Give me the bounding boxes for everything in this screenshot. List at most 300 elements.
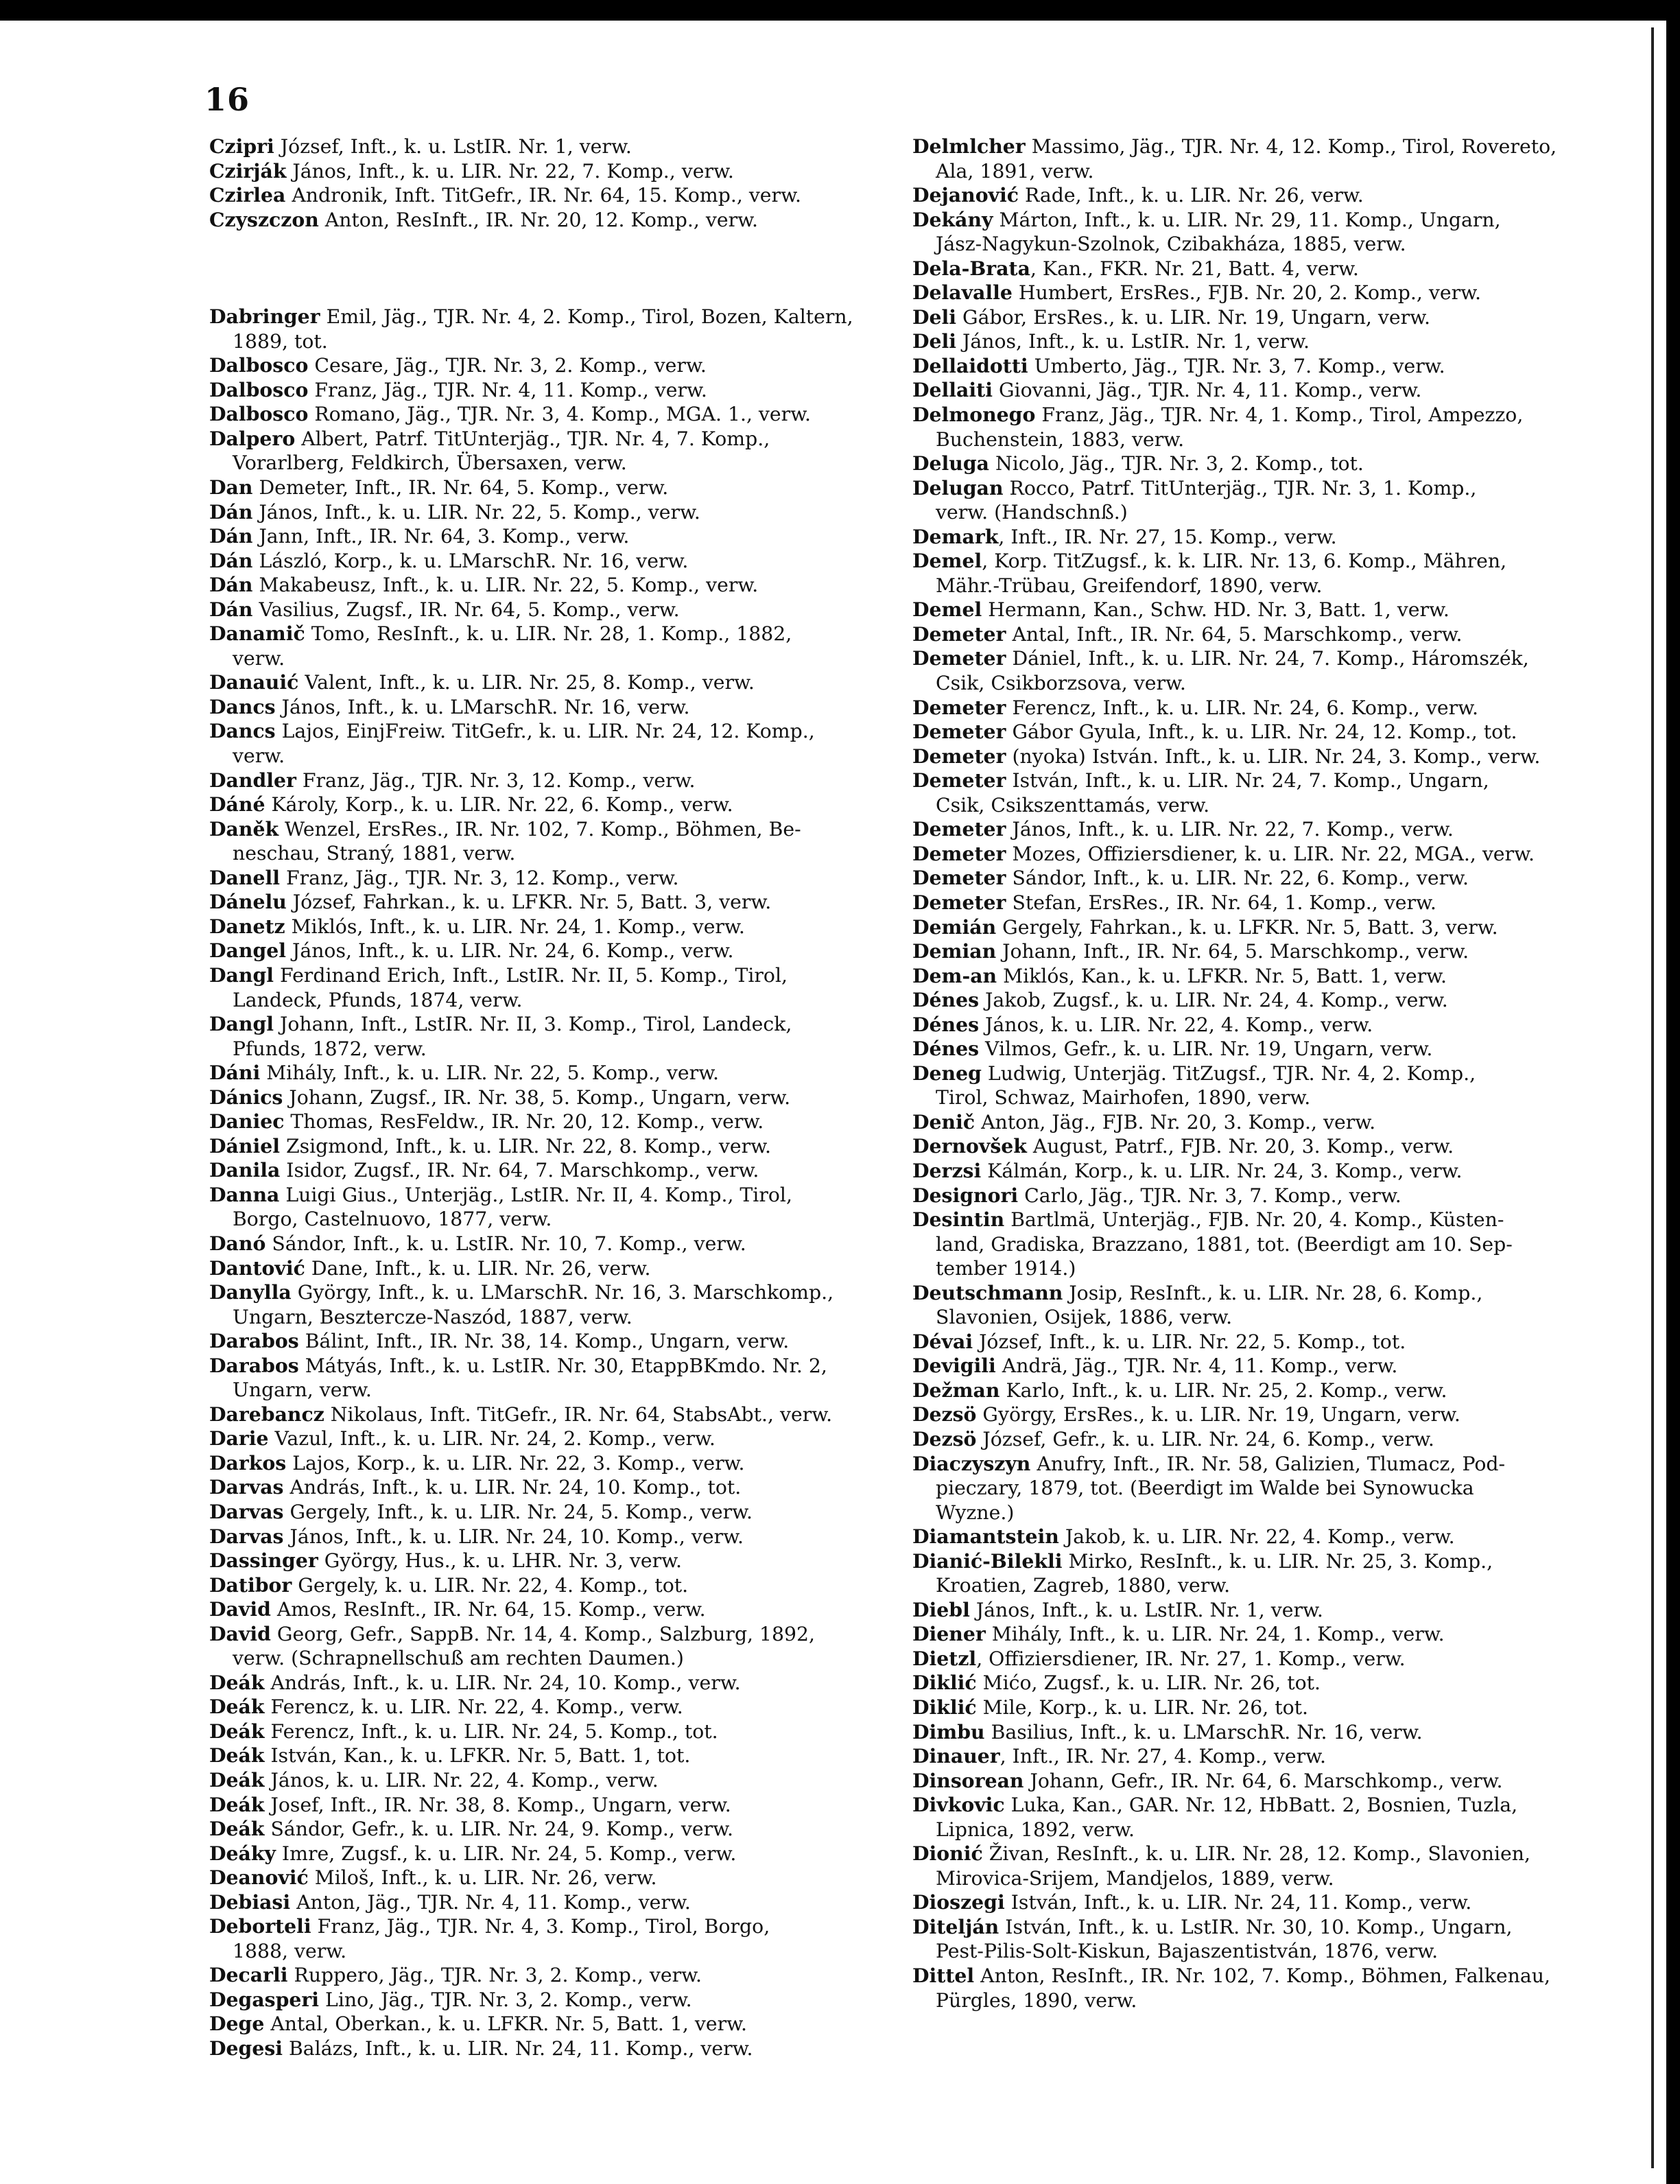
list-entry	[912, 451, 1598, 476]
list-entry	[912, 1744, 1598, 1769]
list-entry	[209, 1256, 888, 1281]
entry-text: verw.	[233, 646, 285, 670]
entry-line	[912, 1842, 1598, 1866]
entry-text: Humbert, ErsRes., FJB. Nr. 20, 2. Komp., verw.	[1012, 281, 1482, 305]
entry-line	[912, 1866, 1598, 1891]
entry-surname: Demel	[912, 549, 982, 573]
entry-line	[209, 915, 888, 939]
entry-surname: Denič	[912, 1109, 975, 1134]
entry-line	[209, 1549, 888, 1573]
list-entry	[912, 1134, 1598, 1159]
list-entry	[912, 1525, 1598, 1549]
entry-text: Kálmán, Korp., k. u. LIR. Nr. 24, 3. Komp., verw.	[981, 1159, 1463, 1182]
entry-surname: Dévai	[912, 1329, 973, 1353]
entry-surname: Demeter	[912, 890, 1006, 914]
entry-surname: Dietzl	[912, 1646, 977, 1670]
page-number: 16	[204, 81, 250, 118]
entry-line	[912, 1013, 1598, 1037]
entry-text: György, Hus., k. u. LHR. Nr. 3, verw.	[318, 1549, 683, 1573]
entry-line	[209, 475, 888, 500]
entry-line	[209, 1475, 888, 1500]
entry-line	[912, 1110, 1598, 1135]
entry-text: Stefan, ErsRes., IR. Nr. 64, 1. Komp., verw.	[1006, 891, 1436, 914]
entry-text: Anton, ResInft., IR. Nr. 102, 7. Komp., Böhmen, Falkenau,	[974, 1964, 1550, 1988]
entry-line	[209, 1866, 888, 1890]
entry-surname: Dinauer	[912, 1744, 1000, 1768]
entry-line	[912, 427, 1598, 452]
entry-line	[209, 549, 888, 574]
entry-line	[209, 451, 888, 475]
entry-surname: Deák	[209, 1670, 265, 1694]
entry-text: Luka, Kan., GAR. Nr. 12, HbBatt. 2, Bosnien, Tuzla,	[1004, 1794, 1518, 1817]
list-entry	[209, 866, 888, 891]
entry-line	[912, 720, 1598, 744]
entry-line	[912, 1744, 1598, 1769]
entry-line	[912, 1964, 1598, 1988]
entry-line	[209, 719, 888, 744]
list-entry	[209, 427, 888, 475]
entry-line	[912, 768, 1598, 793]
entry-line	[209, 1768, 888, 1793]
list-entry	[912, 744, 1598, 769]
entry-text: Zsigmond, Inft., k. u. LIR. Nr. 22, 8. Komp., verw.	[279, 1134, 771, 1158]
list-entry	[912, 1281, 1598, 1330]
entry-text: István, Inft., k. u. LIR. Nr. 24, 7. Komp., Ungarn,	[1006, 769, 1489, 792]
list-entry	[209, 1988, 888, 2012]
entry-surname: Deák	[209, 1719, 265, 1743]
entry-line	[209, 1305, 888, 1330]
list-entry	[912, 476, 1598, 525]
entry-text: János, k. u. LIR. Nr. 22, 4. Komp., verw.	[979, 1013, 1373, 1036]
entry-text: Gergely, Fahrkan., k. u. LFKR. Nr. 5, Batt. 3, verw.	[996, 915, 1498, 939]
entry-line	[912, 696, 1598, 720]
entry-text: Živan, ResInft., k. u. LIR. Nr. 28, 12. Komp., Slavonien,	[982, 1842, 1530, 1866]
entry-line	[209, 1426, 888, 1451]
list-entry	[912, 1208, 1598, 1281]
entry-text: Lajos, EinjFreiw. TitGefr., k. u. LIR. Nr. 24, 12. Komp.,	[275, 720, 815, 743]
entry-text: , Inft., IR. Nr. 27, 15. Komp., verw.	[998, 525, 1337, 548]
list-entry	[912, 1354, 1598, 1378]
entry-surname: Ditelján	[912, 1914, 999, 1938]
entry-text: Mićo, Zugsf., k. u. LIR. Nr. 26, tot.	[976, 1671, 1321, 1695]
entry-line	[209, 963, 888, 988]
entry-surname: Darabos	[209, 1329, 299, 1353]
entry-text: Cesare, Jäg., TJR. Nr. 3, 2. Komp., verw.	[308, 354, 707, 377]
entry-line	[912, 842, 1598, 867]
entry-text: 1889, tot.	[233, 329, 328, 353]
entry-line	[912, 1085, 1598, 1110]
entry-line	[209, 1817, 888, 1842]
entry-line	[209, 2012, 888, 2036]
entry-line	[209, 1085, 888, 1110]
entry-line	[209, 890, 888, 915]
entry-surname: Demeter	[912, 646, 1006, 670]
entry-line	[209, 841, 888, 866]
entry-text: Carlo, Jäg., TJR. Nr. 3, 7. Komp., verw.	[1018, 1184, 1401, 1207]
entry-text: Isidor, Zugsf., IR. Nr. 64, 7. Marschkomp., verw.	[280, 1159, 759, 1182]
entry-text: Johann, Gefr., IR. Nr. 64, 6. Marschkomp., verw.	[1024, 1769, 1503, 1792]
entry-surname: Czipri	[209, 134, 274, 158]
list-entry	[209, 1525, 888, 1549]
entry-line	[209, 353, 888, 378]
entry-text: János, Inft., k. u. LMarschR. Nr. 16, verw.	[275, 695, 690, 718]
entry-surname: Designori	[912, 1183, 1019, 1207]
entry-surname: Dán	[209, 573, 253, 597]
list-entry	[209, 183, 888, 208]
entry-surname: Deák	[209, 1695, 265, 1719]
entry-line	[209, 1622, 888, 1647]
entry-text: Jakob, Zugsf., k. u. LIR. Nr. 24, 4. Komp., verw.	[979, 989, 1448, 1012]
entry-line	[912, 866, 1598, 891]
entry-surname: Dangl	[209, 963, 274, 987]
entry-line	[209, 1890, 888, 1915]
entry-line	[209, 2036, 888, 2061]
list-entry	[209, 208, 888, 233]
list-entry	[209, 1671, 888, 1695]
entry-text: Bálint, Inft., IR. Nr. 38, 14. Komp., Ungarn, verw.	[298, 1330, 790, 1353]
list-entry	[209, 695, 888, 720]
entry-text: Wenzel, ErsRes., IR. Nr. 102, 7. Komp., Böhmen, Be-	[279, 817, 801, 841]
entry-text: Luigi Gius., Unterjäg., LstIR. Nr. II, 4. Komp., Tirol,	[279, 1183, 792, 1206]
entry-surname: Dellaiti	[912, 378, 993, 402]
entry-line	[209, 695, 888, 720]
list-entry	[912, 1184, 1598, 1208]
entry-text: Amos, ResInft., IR. Nr. 64, 15. Komp., verw.	[270, 1598, 706, 1621]
entry-surname: Dancs	[209, 694, 276, 718]
list-entry	[912, 768, 1598, 817]
list-entry	[209, 1695, 888, 1719]
entry-line	[209, 573, 888, 598]
list-entry	[209, 134, 888, 159]
entry-surname: Dánelu	[209, 890, 287, 914]
entry-text: Ungarn, Besztercze-Naszód, 1887, verw.	[233, 1305, 632, 1328]
list-entry	[912, 1842, 1598, 1890]
entry-text: Pest-Pilis-Solt-Kiskun, Bajaszentistván, 1876, verw.	[936, 1940, 1439, 1963]
entry-line	[912, 1939, 1598, 1964]
entry-surname: Danamič	[209, 622, 305, 646]
list-entry	[912, 622, 1598, 647]
entry-line	[209, 1743, 888, 1768]
entry-line	[209, 1597, 888, 1622]
entry-text: Franz, Jäg., TJR. Nr. 3, 12. Komp., verw.	[296, 768, 696, 792]
list-entry	[209, 1061, 888, 1085]
entry-surname: Dantović	[209, 1256, 305, 1280]
entry-text: András, Inft., k. u. LIR. Nr. 24, 10. Komp., verw.	[264, 1671, 741, 1694]
list-entry	[912, 1720, 1598, 1745]
list-entry	[912, 378, 1598, 403]
entry-line	[209, 1134, 888, 1159]
entry-surname: Darvas	[209, 1475, 284, 1499]
entry-text: Pürgles, 1890, verw.	[936, 1988, 1137, 2012]
entry-text: József, Gefr., k. u. LIR. Nr. 24, 6. Komp., verw.	[976, 1427, 1434, 1451]
entry-text: Antal, Oberkan., k. u. LFKR. Nr. 5, Batt. 1, verw.	[264, 2012, 747, 2036]
entry-text: Miklós, Kan., k. u. LFKR. Nr. 5, Batt. 1, verw.	[997, 964, 1447, 987]
entry-text: Vorarlberg, Feldkirch, Übersaxen, verw.	[233, 451, 627, 475]
entry-surname: Deák	[209, 1792, 265, 1816]
list-entry	[209, 939, 888, 963]
entry-line	[912, 1402, 1598, 1427]
list-entry	[209, 500, 888, 525]
entry-text: Karlo, Inft., k. u. LIR. Nr. 25, 2. Komp., verw.	[999, 1378, 1447, 1402]
entry-surname: Deluga	[912, 451, 989, 475]
list-entry	[912, 281, 1598, 305]
entry-text: István, Inft., k. u. LIR. Nr. 24, 11. Komp., verw.	[1004, 1891, 1472, 1914]
entry-text: János, Inft., k. u. LIR. Nr. 24, 10. Komp., verw.	[283, 1525, 744, 1548]
entry-text: Landeck, Pfunds, 1874, verw.	[233, 988, 523, 1011]
entry-surname: Derzsi	[912, 1158, 982, 1182]
entry-text: verw.	[233, 744, 285, 768]
entry-text: Borgo, Castelnuovo, 1877, verw.	[233, 1208, 552, 1231]
list-entry	[912, 1110, 1598, 1135]
list-entry	[209, 792, 888, 817]
entry-surname: Diklić	[912, 1695, 977, 1719]
list-entry	[209, 719, 888, 768]
entry-surname: Czirják	[209, 158, 287, 183]
list-entry	[912, 549, 1598, 598]
entry-surname: Dán	[209, 524, 253, 548]
entry-text: Balázs, Inft., k. u. LIR. Nr. 24, 11. Komp., verw.	[283, 2037, 753, 2060]
entry-line	[912, 817, 1598, 842]
list-entry	[912, 354, 1598, 379]
entry-text: Gergely, k. u. LIR. Nr. 22, 4. Komp., tot.	[292, 1573, 689, 1597]
entry-line	[209, 817, 888, 842]
entry-surname: Dán	[209, 500, 253, 524]
entry-surname: Dezsö	[912, 1402, 977, 1426]
right-column	[912, 134, 1598, 2012]
list-entry	[209, 1817, 888, 1842]
entry-text: Mirko, ResInft., k. u. LIR. Nr. 25, 3. Komp.,	[1062, 1549, 1493, 1573]
entry-text: Wyzne.)	[936, 1501, 1015, 1524]
entry-text: Massimo, Jäg., TJR. Nr. 4, 12. Komp., Tirol, Rovereto,	[1025, 135, 1557, 158]
entry-text: verw. (Schrapnellschuß am rechten Daumen.)	[233, 1647, 684, 1670]
entry-text: Makabeusz, Inft., k. u. LIR. Nr. 22, 5. Komp., verw.	[252, 574, 759, 597]
entry-line	[912, 476, 1598, 501]
entry-line	[912, 1549, 1598, 1574]
entry-text: Franz, Jäg., TJR. Nr. 4, 3. Komp., Tirol, Borgo,	[311, 1915, 770, 1938]
entry-surname: Dáni	[209, 1061, 261, 1085]
entry-line	[209, 670, 888, 695]
entry-surname: Demeter	[912, 841, 1006, 865]
entry-line	[912, 1061, 1598, 1086]
list-entry	[209, 1354, 888, 1402]
entry-line	[209, 1037, 888, 1061]
entry-text: , Kan., FKR. Nr. 21, Batt. 4, verw.	[1030, 257, 1359, 280]
entry-line	[912, 1476, 1598, 1501]
entry-text: , Inft., IR. Nr. 27, 4. Komp., verw.	[999, 1745, 1326, 1768]
entry-line	[209, 646, 888, 671]
entry-line	[209, 402, 888, 427]
list-entry	[912, 329, 1598, 354]
entry-text: Franz, Jäg., TJR. Nr. 4, 11. Komp., verw.	[308, 378, 707, 401]
entry-surname: Dénes	[912, 1037, 980, 1061]
entry-surname: Deneg	[912, 1061, 982, 1085]
entry-line	[209, 1719, 888, 1744]
entry-text: Ferdinand Erich, Inft., LstIR. Nr. II, 5. Komp., Tirol,	[273, 963, 788, 987]
entry-line	[209, 1842, 888, 1866]
entry-surname: Dáné	[209, 792, 265, 817]
list-entry	[912, 720, 1598, 744]
entry-text: György, Inft., k. u. LMarschR. Nr. 16, 3. Marschkomp.,	[291, 1281, 834, 1304]
entry-text: Nikolaus, Inft. TitGefr., IR. Nr. 64, StabsAbt., verw.	[324, 1402, 833, 1426]
entry-surname: Demeter	[912, 817, 1006, 841]
list-entry	[912, 1549, 1598, 1598]
entry-surname: Demian	[912, 939, 997, 963]
entry-surname: Demeter	[912, 720, 1006, 744]
entry-text: Lajos, Korp., k. u. LIR. Nr. 22, 3. Komp., verw.	[286, 1451, 745, 1475]
list-entry	[912, 525, 1598, 550]
list-entry	[209, 1914, 888, 1963]
entry-line	[209, 1256, 888, 1281]
entry-surname: Diebl	[912, 1597, 970, 1621]
entry-line	[912, 354, 1598, 379]
entry-line	[912, 793, 1598, 818]
list-entry	[209, 1500, 888, 1525]
entry-line	[912, 1988, 1598, 2013]
entry-surname: Deborteli	[209, 1914, 311, 1938]
entry-surname: Dalpero	[209, 426, 296, 450]
entry-text: Josip, ResInft., k. u. LIR. Nr. 28, 6. Komp.,	[1063, 1281, 1483, 1304]
entry-text: Ferencz, Inft., k. u. LIR. Nr. 24, 6. Komp., verw.	[1006, 696, 1479, 719]
entry-text: Tirol, Schwaz, Mairhofen, 1890, verw.	[936, 1086, 1311, 1109]
entry-line	[209, 1525, 888, 1549]
entry-surname: Dianić-Bilekli	[912, 1549, 1063, 1573]
entry-text: Dániel, Inft., k. u. LIR. Nr. 24, 7. Komp., Háromszék,	[1006, 647, 1529, 670]
entry-surname: Daniec	[209, 1109, 285, 1134]
entry-surname: Deák	[209, 1743, 265, 1768]
entry-text: Johann, Inft., LstIR. Nr. II, 3. Komp., Tirol, Landeck,	[273, 1013, 792, 1036]
entry-text: Tomo, ResInft., k. u. LIR. Nr. 28, 1. Komp., 1882,	[305, 622, 792, 646]
entry-text: Mähr.-Trübau, Greifendorf, 1890, verw.	[936, 574, 1323, 597]
entry-surname: Delavalle	[912, 281, 1013, 305]
entry-line	[912, 1208, 1598, 1232]
entry-surname: Diklić	[912, 1671, 977, 1695]
entry-surname: Dege	[209, 2012, 265, 2036]
entry-line	[209, 1378, 888, 1402]
entry-line	[912, 622, 1598, 647]
entry-text: László, Korp., k. u. LMarschR. Nr. 16, verw.	[252, 549, 689, 572]
entry-text: Emil, Jäg., TJR. Nr. 4, 2. Komp., Tirol, Bozen, Kaltern,	[320, 305, 853, 329]
list-entry	[209, 890, 888, 915]
entry-surname: Degesi	[209, 2036, 283, 2060]
entry-surname: Dassinger	[209, 1549, 318, 1573]
entry-line	[209, 1988, 888, 2012]
entry-line	[209, 329, 888, 354]
entry-text: Mozes, Offiziersdiener, k. u. LIR. Nr. 22, MGA., verw.	[1006, 842, 1535, 865]
entry-surname: Danila	[209, 1158, 281, 1182]
entry-surname: Delmlcher	[912, 134, 1026, 158]
entry-line	[209, 1280, 888, 1305]
list-entry	[912, 1598, 1598, 1623]
entry-text: , Korp. TitZugsf., k. k. LIR. Nr. 13, 6. Komp., Mähren,	[982, 550, 1507, 573]
list-entry	[209, 963, 888, 1012]
entry-surname: Daněk	[209, 817, 279, 841]
list-entry	[912, 1037, 1598, 1061]
entry-surname: Dellaidotti	[912, 353, 1028, 377]
entry-line	[209, 1061, 888, 1085]
entry-surname: Deutschmann	[912, 1280, 1063, 1304]
list-entry	[209, 305, 888, 353]
entry-text: Miklós, Inft., k. u. LIR. Nr. 24, 1. Komp., verw.	[285, 915, 745, 938]
entry-text: pieczary, 1879, tot. (Beerdigt im Walde bei Synowucka	[936, 1477, 1474, 1500]
list-entry	[209, 1134, 888, 1159]
entry-text: Demeter, Inft., IR. Nr. 64, 5. Komp., verw.	[252, 476, 669, 500]
list-entry	[209, 670, 888, 695]
entry-surname: Deanović	[209, 1866, 309, 1890]
entry-text: Hermann, Kan., Schw. HD. Nr. 3, Batt. 1, verw.	[982, 598, 1450, 622]
entry-text: István, Inft., k. u. LstIR. Nr. 30, 10. Komp., Ungarn,	[999, 1915, 1513, 1938]
entry-text: Basilius, Inft., k. u. LMarschR. Nr. 16, verw.	[984, 1720, 1423, 1743]
list-entry	[912, 1622, 1598, 1647]
entry-text: Sándor, Inft., k. u. LIR. Nr. 22, 6. Komp., verw.	[1006, 867, 1469, 890]
list-entry	[209, 1402, 888, 1427]
entry-text: August, Patrf., FJB. Nr. 20, 3. Komp., verw.	[1026, 1135, 1454, 1158]
entry-line	[209, 1109, 888, 1134]
entry-surname: Danylla	[209, 1280, 292, 1304]
list-entry	[912, 891, 1598, 915]
entry-surname: Diaczyszyn	[912, 1451, 1031, 1475]
list-entry	[209, 1890, 888, 1915]
entry-line	[912, 208, 1598, 233]
entry-text: Ludwig, Unterjäg. TitZugsf., TJR. Nr. 4, 2. Komp.,	[981, 1061, 1476, 1085]
entry-surname: Demeter	[912, 744, 1006, 768]
list-entry	[209, 1622, 888, 1671]
entry-line	[912, 891, 1598, 915]
list-entry	[209, 524, 888, 549]
entry-text: Mátyás, Inft., k. u. LstIR. Nr. 30, EtappBKmdo. Nr. 2,	[298, 1354, 827, 1377]
entry-text: János, Inft., k. u. LstIR. Nr. 1, verw.	[969, 1598, 1323, 1621]
list-entry	[912, 305, 1598, 330]
entry-surname: Darkos	[209, 1451, 287, 1475]
list-entry	[912, 1964, 1598, 2012]
list-entry	[912, 1013, 1598, 1037]
entry-text: József, Fahrkan., k. u. LFKR. Nr. 5, Batt. 3, verw.	[286, 891, 772, 914]
entry-line	[209, 1329, 888, 1354]
list-entry	[209, 1329, 888, 1354]
entry-line	[209, 1354, 888, 1378]
list-entry	[912, 134, 1598, 183]
list-entry	[912, 964, 1598, 989]
entry-line	[912, 1573, 1598, 1598]
entry-line	[912, 1647, 1598, 1671]
entry-text: Mihály, Inft., k. u. LIR. Nr. 22, 5. Komp., verw.	[260, 1061, 720, 1085]
entry-text: Imre, Zugsf., k. u. LIR. Nr. 24, 5. Komp., verw.	[275, 1842, 737, 1865]
list-entry	[912, 183, 1598, 208]
left-column	[209, 134, 888, 2061]
list-entry	[912, 1452, 1598, 1525]
entry-text: Vazul, Inft., k. u. LIR. Nr. 24, 2. Komp., verw.	[268, 1427, 715, 1451]
entry-surname: Danell	[209, 865, 280, 889]
list-entry	[912, 1647, 1598, 1671]
entry-surname: Decarli	[209, 1963, 288, 1987]
entry-surname: Darie	[209, 1426, 269, 1451]
entry-surname: Demeter	[912, 695, 1006, 719]
entry-line	[912, 1354, 1598, 1378]
entry-line	[209, 1500, 888, 1525]
entry-line	[912, 257, 1598, 281]
list-entry	[912, 646, 1598, 695]
list-entry	[912, 1378, 1598, 1403]
list-entry	[209, 1793, 888, 1818]
entry-line	[209, 1914, 888, 1939]
entry-surname: Dán	[209, 548, 253, 572]
entry-line	[209, 1232, 888, 1256]
list-entry	[912, 1769, 1598, 1794]
list-entry	[209, 402, 888, 427]
entry-surname: Dezsö	[912, 1426, 977, 1451]
list-entry	[912, 1671, 1598, 1695]
list-entry	[912, 1793, 1598, 1842]
entry-text: Andronik, Inft. TitGefr., IR. Nr. 64, 15. Komp., verw.	[285, 184, 801, 207]
